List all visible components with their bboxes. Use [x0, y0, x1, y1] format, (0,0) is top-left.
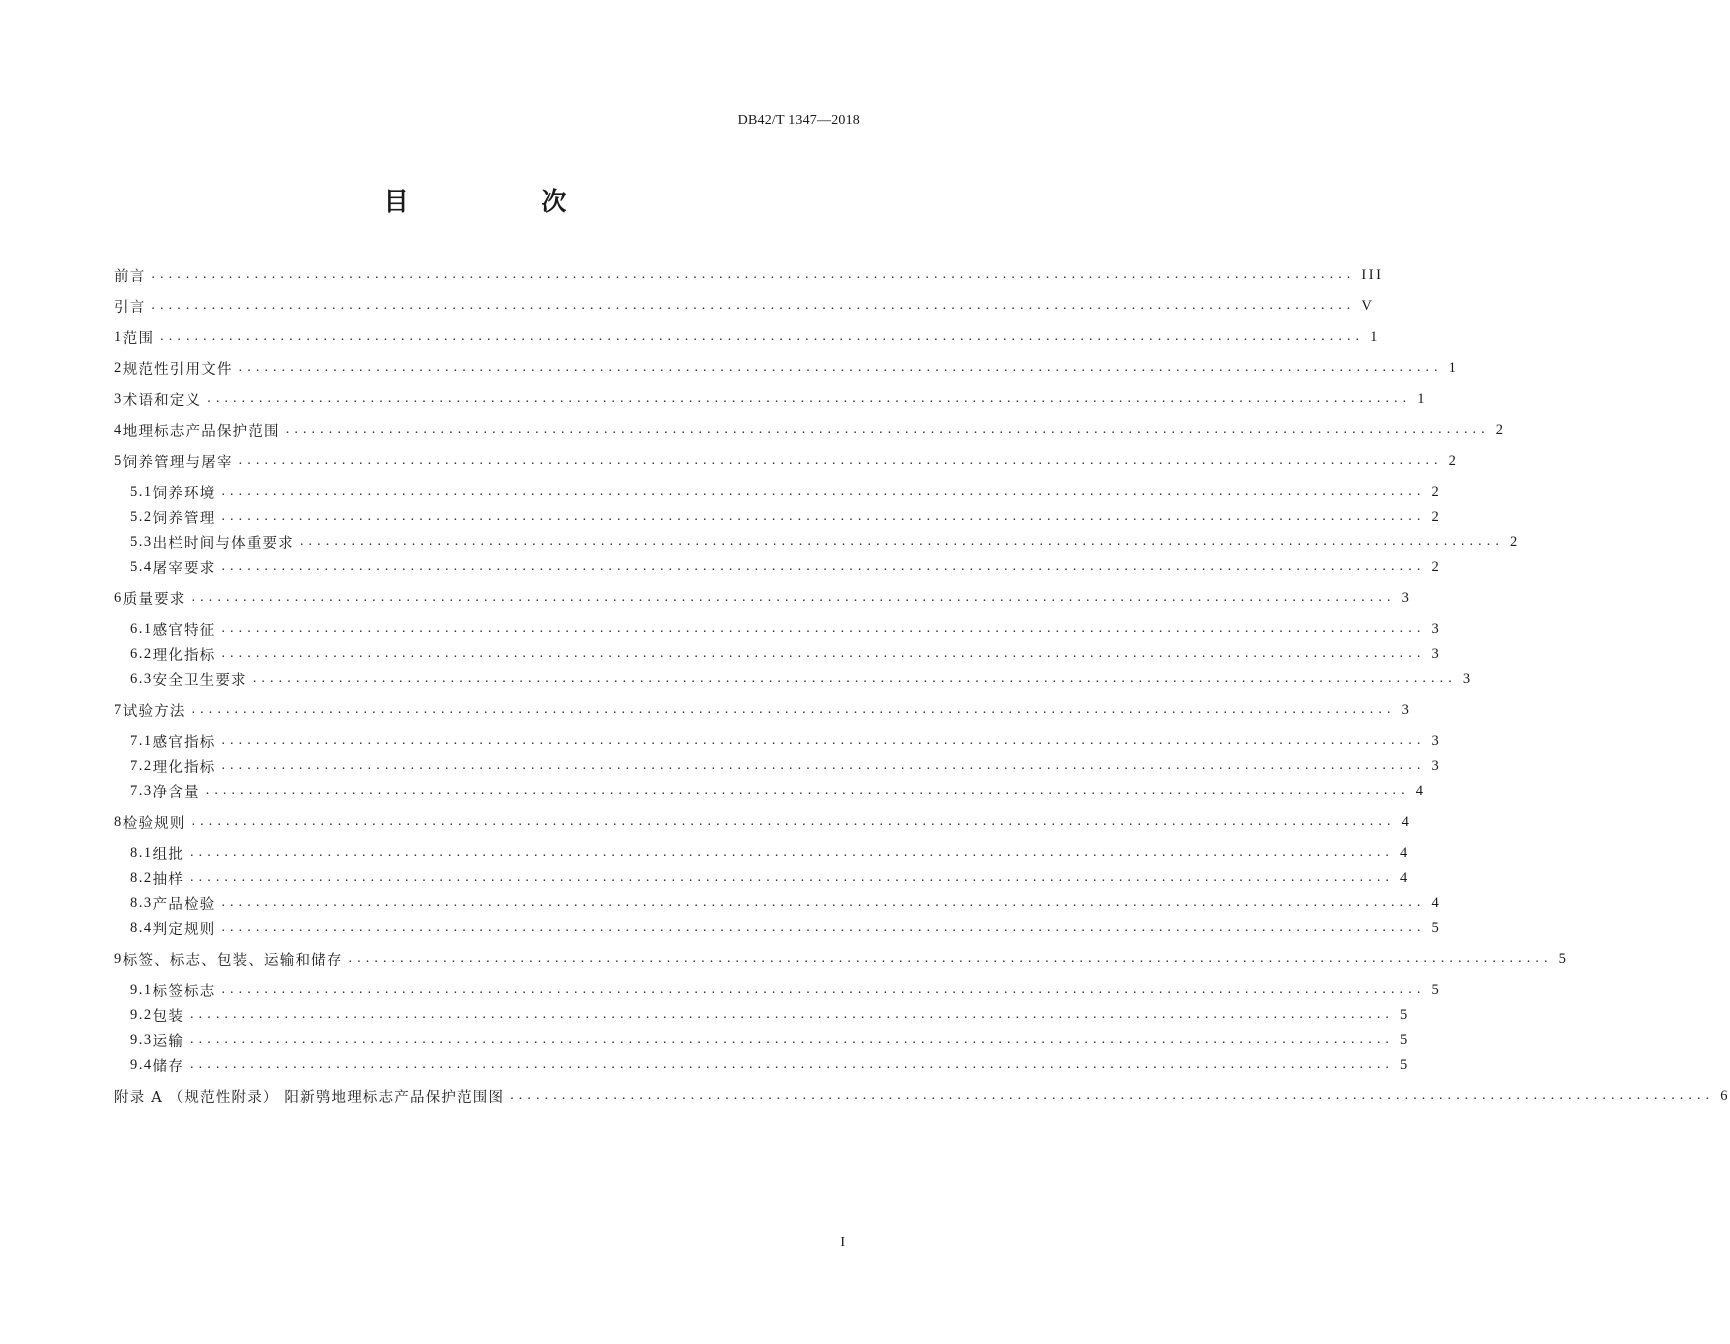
toc-entry-page: 3 [1401, 701, 1412, 718]
toc-entry-number: 9.2 [130, 1006, 153, 1023]
toc-entry[interactable] [114, 948, 1569, 970]
toc-entry-page: 5 [1400, 1006, 1410, 1023]
toc-entry-page: 1 [1370, 328, 1380, 345]
toc-entry[interactable] [114, 419, 1506, 441]
toc-leader-dots: ............................................................................................................................................ [252, 671, 1457, 686]
toc-entry-number: 6.3 [130, 670, 153, 687]
toc-leader-dots: ............................................................................................................................................ [151, 298, 1356, 313]
toc-entry[interactable] [130, 1004, 1410, 1026]
toc-leader-dots: ............................................................................................................................................ [285, 422, 1490, 437]
toc-entry-page: 2 [1431, 558, 1442, 575]
toc-entry-page: 2 [1509, 533, 1520, 550]
toc-entry-label: 感官指标 [152, 734, 216, 751]
toc-leader-dots: ............................................................................................................................................ [221, 559, 1426, 574]
toc-entry-label: 饲养环境 [152, 485, 216, 502]
toc-entry-number: 9.4 [130, 1056, 153, 1073]
toc-leader-dots: ............................................................................................................................................ [221, 895, 1426, 910]
toc-entry-label: 试验方法 [122, 703, 186, 720]
toc-leader-dots: ............................................................................................................................................ [190, 1032, 1395, 1047]
toc-leader-dots: ............................................................................................................................................ [190, 1057, 1395, 1072]
page-number: I [840, 1235, 845, 1250]
toc-entry-number: 7.2 [130, 757, 153, 774]
toc-entry[interactable] [114, 295, 1375, 317]
toc-entry[interactable] [130, 842, 1410, 864]
toc-entry-number: 6.1 [130, 620, 153, 637]
toc-entry-number: 8.4 [130, 919, 153, 936]
toc-entry[interactable] [130, 618, 1442, 640]
toc-entry-label: 地理标志产品保护范围 [122, 423, 280, 440]
toc-leader-dots: ............................................................................................................................................ [238, 453, 1443, 468]
toc-entry[interactable] [114, 1085, 1730, 1107]
toc-entry-page: 5 [1400, 1031, 1410, 1048]
toc-entry[interactable] [130, 531, 1520, 553]
toc-entry-label: 屠宰要求 [152, 560, 216, 577]
toc-entry-label: 组批 [152, 846, 185, 863]
toc-leader-dots: ............................................................................................................................................ [190, 845, 1395, 860]
toc-entry-page: III [1361, 266, 1384, 283]
toc-entry-number: 8 [114, 813, 123, 830]
toc-entry[interactable] [114, 587, 1412, 609]
toc-entry-label: 标签、标志、包装、运输和储存 [122, 952, 343, 969]
toc-entry-page: 6 [1720, 1087, 1730, 1104]
toc-entry-label: 产品检验 [152, 896, 216, 913]
toc-leader-dots: ............................................................................................................................................ [221, 509, 1426, 524]
toc-entry[interactable] [114, 357, 1459, 379]
toc-entry-label: 附录 A （规范性附录） 阳新鸮地理标志产品保护范围图 [114, 1089, 505, 1106]
toc-entry-number: 5.3 [130, 533, 153, 550]
toc-entry[interactable] [114, 699, 1412, 721]
toc-entry-number: 5 [114, 452, 123, 469]
toc-entry-number: 5.1 [130, 483, 153, 500]
toc-entry-label: 饲养管理 [152, 510, 216, 527]
toc-leader-dots: ............................................................................................................................................ [348, 951, 1553, 966]
toc-leader-dots: ............................................................................................................................................ [238, 360, 1443, 375]
toc-entry-number: 9.3 [130, 1031, 153, 1048]
toc-leader-dots: ............................................................................................................................................ [190, 870, 1395, 885]
toc-entry-page: 3 [1431, 732, 1442, 749]
toc-entry-label: 出栏时间与体重要求 [152, 535, 294, 552]
toc-entry[interactable] [130, 780, 1426, 802]
toc-entry-label: 感官特征 [152, 622, 216, 639]
toc-leader-dots: ............................................................................................................................................ [221, 920, 1426, 935]
toc-entry-label: 判定规则 [152, 921, 216, 938]
toc-entry[interactable] [130, 643, 1442, 665]
toc-entry-number: 6 [114, 589, 123, 606]
toc-entry-number: 8.3 [130, 894, 153, 911]
toc-entry[interactable] [130, 556, 1442, 578]
toc-leader-dots: ............................................................................................................................................ [191, 590, 1396, 605]
toc-entry-label: 检验规则 [122, 815, 186, 832]
toc-entry-label: 饲养管理与屠宰 [122, 454, 233, 471]
toc-entry-label: 规范性引用文件 [122, 361, 233, 378]
toc-entry-page: 3 [1462, 670, 1473, 687]
toc-entry-page: V [1361, 297, 1375, 314]
toc-entry[interactable] [130, 730, 1442, 752]
toc-entry-label: 理化指标 [152, 759, 216, 776]
toc-leader-dots: ............................................................................................................................................ [221, 733, 1426, 748]
toc-entry[interactable] [114, 264, 1384, 286]
toc-entry[interactable] [130, 917, 1442, 939]
toc-entry-label: 术语和定义 [122, 392, 202, 409]
toc-entry-label: 净含量 [152, 784, 200, 801]
toc-entry-page: 3 [1431, 645, 1442, 662]
toc-leader-dots: ............................................................................................................................................ [510, 1088, 1715, 1103]
toc-entry-label: 运输 [152, 1033, 185, 1050]
toc-entry-number: 5.4 [130, 558, 153, 575]
toc-entry-label: 理化指标 [152, 647, 216, 664]
toc-entry-number: 9 [114, 950, 123, 967]
toc-entry-page: 4 [1400, 844, 1410, 861]
toc-leader-dots: ............................................................................................................................................ [221, 646, 1426, 661]
toc-entry-number: 7.3 [130, 782, 153, 799]
toc-entry-number: 1 [114, 328, 123, 345]
toc-leader-dots: ............................................................................................................................................ [221, 484, 1426, 499]
toc-entry[interactable] [130, 979, 1442, 1001]
toc-entry[interactable] [130, 867, 1410, 889]
toc-entry[interactable] [114, 811, 1412, 833]
toc-entry-number: 6.2 [130, 645, 153, 662]
toc-entry-page: 5 [1431, 981, 1442, 998]
toc-leader-dots: ............................................................................................................................................ [207, 391, 1412, 406]
toc-entry-label: 包装 [152, 1008, 185, 1025]
toc-entry[interactable] [114, 388, 1427, 410]
toc-entry-label: 安全卫生要求 [152, 672, 247, 689]
toc-entry[interactable] [130, 668, 1473, 690]
toc-entry-page: 5 [1431, 919, 1442, 936]
toc-entry-number: 7.1 [130, 732, 153, 749]
toc-entry-label: 质量要求 [122, 591, 186, 608]
toc-leader-dots: ............................................................................................................................................ [191, 814, 1396, 829]
toc-entry-label: 前言 [114, 268, 146, 285]
toc-entry-number: 2 [114, 359, 123, 376]
toc-leader-dots: ............................................................................................................................................ [299, 534, 1504, 549]
toc-entry-label: 抽样 [152, 871, 185, 888]
toc-entry-label: 引言 [114, 299, 146, 316]
toc-entry-number: 4 [114, 421, 123, 438]
toc-entry[interactable] [114, 326, 1380, 348]
toc-entry-label: 标签标志 [152, 983, 216, 1000]
toc-entry-page: 1 [1417, 390, 1427, 407]
page-title: 目 次 [383, 187, 629, 216]
toc-entry-page: 4 [1415, 782, 1426, 799]
toc-leader-dots: ............................................................................................................................................ [221, 982, 1426, 997]
standard-code: DB42/T 1347—2018 [737, 113, 860, 128]
toc-entry-page: 4 [1401, 813, 1412, 830]
toc-entry-page: 2 [1448, 452, 1459, 469]
toc-entry[interactable] [130, 1029, 1410, 1051]
toc-entry-page: 3 [1431, 757, 1442, 774]
toc-entry-page: 1 [1448, 359, 1459, 376]
toc-leader-dots: ............................................................................................................................................ [221, 758, 1426, 773]
toc-entry[interactable] [130, 506, 1442, 528]
toc-entry-page: 2 [1431, 508, 1442, 525]
toc-leader-dots: ............................................................................................................................................ [205, 783, 1410, 798]
toc-entry-label: 范围 [122, 330, 155, 347]
toc-entry-number: 3 [114, 390, 123, 407]
toc-entry-page: 2 [1431, 483, 1442, 500]
toc-entry-number: 5.2 [130, 508, 153, 525]
toc-entry-page: 4 [1400, 869, 1410, 886]
toc-leader-dots: ............................................................................................................................................ [190, 1007, 1395, 1022]
toc-entry[interactable] [130, 755, 1442, 777]
toc-entry-page: 3 [1401, 589, 1412, 606]
toc-entry[interactable] [114, 450, 1459, 472]
toc-leader-dots: ............................................................................................................................................ [151, 267, 1356, 282]
toc-entry-page: 2 [1495, 421, 1506, 438]
toc-entry[interactable] [130, 481, 1442, 503]
toc-leader-dots: ............................................................................................................................................ [160, 329, 1365, 344]
toc-entry[interactable] [130, 1054, 1410, 1076]
toc-entry-number: 8.1 [130, 844, 153, 861]
toc-entry[interactable] [130, 892, 1442, 914]
toc-entry-page: 5 [1400, 1056, 1410, 1073]
toc-entry-page: 3 [1431, 620, 1442, 637]
toc-entry-number: 7 [114, 701, 123, 718]
toc-entry-number: 8.2 [130, 869, 153, 886]
toc-leader-dots: ............................................................................................................................................ [221, 621, 1426, 636]
toc-entry-label: 储存 [152, 1058, 185, 1075]
toc-entry-number: 9.1 [130, 981, 153, 998]
toc-leader-dots: ............................................................................................................................................ [191, 702, 1396, 717]
toc-entry-page: 5 [1558, 950, 1569, 967]
toc-entry-page: 4 [1431, 894, 1442, 911]
